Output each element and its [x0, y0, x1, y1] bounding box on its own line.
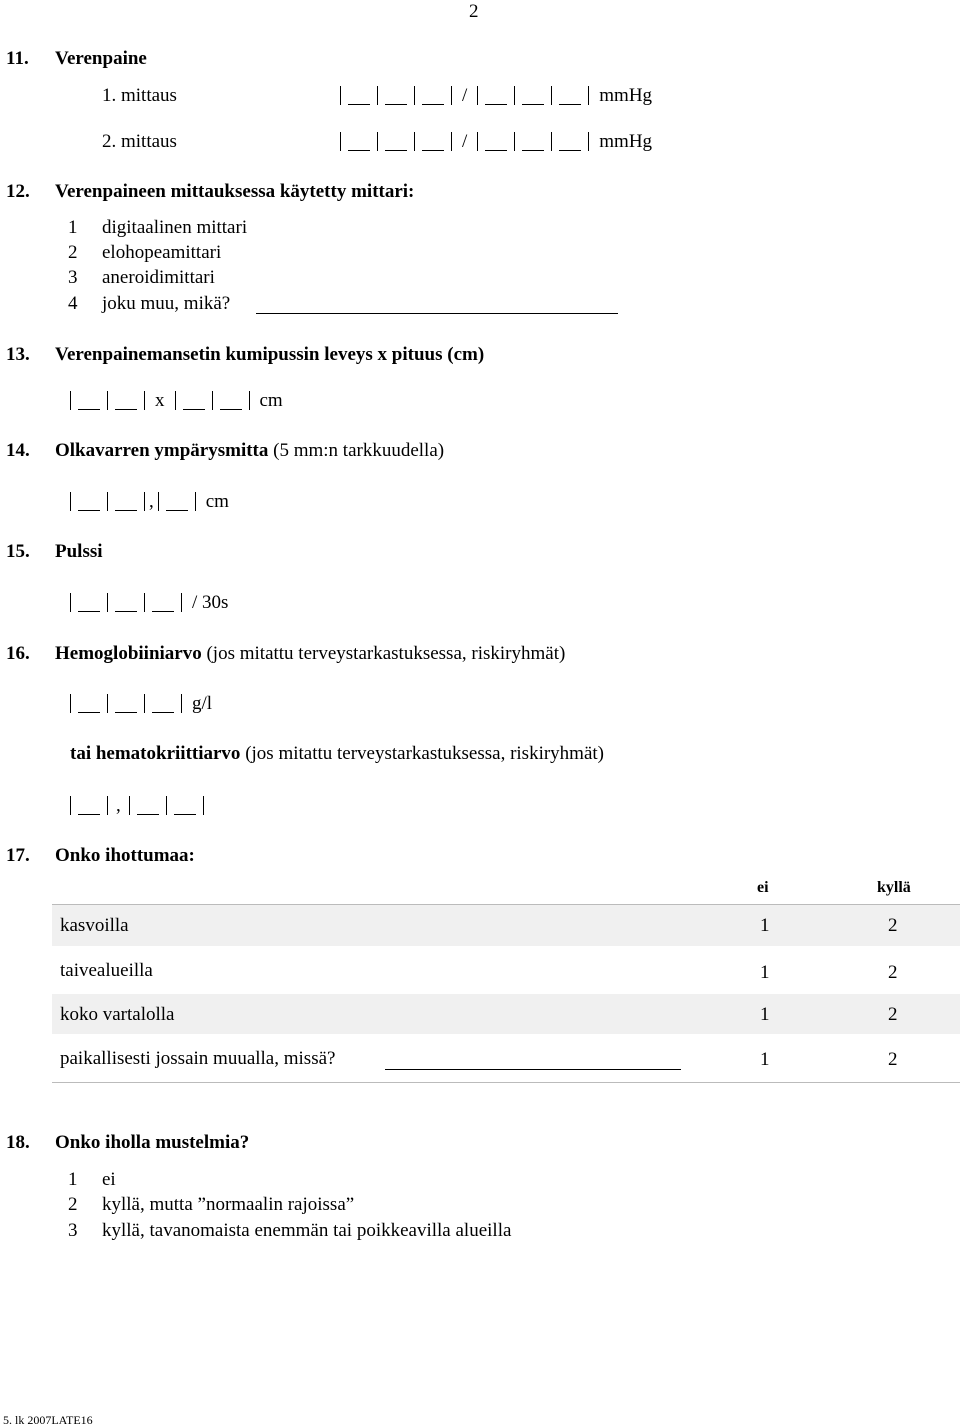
q12-option-text[interactable]: joku muu, mikä? [102, 293, 231, 314]
q17-row-shade [52, 905, 960, 946]
q17-row-kylla[interactable]: 2 [888, 915, 898, 936]
q16-title-line [55, 644, 565, 663]
q13-number: 13. [6, 344, 30, 365]
q12-option-code: 4 [68, 293, 78, 314]
q15-number: 15. [6, 541, 30, 562]
q14-title: Olkavarren ympärysmitta [55, 440, 269, 461]
q14-input[interactable] [70, 492, 239, 511]
q16-number: 16. [6, 643, 30, 664]
q17-col-ei: ei [757, 879, 769, 896]
q12-title: Verenpaineen mittauksessa käytetty mittari: [55, 181, 415, 202]
q17-row-ei[interactable]: 1 [760, 1004, 770, 1025]
q12-option-text[interactable]: digitaalinen mittari [102, 217, 248, 238]
q12-option-text[interactable]: elohopeamittari [102, 242, 222, 263]
q11-m2-input[interactable] [340, 132, 662, 151]
q12-option-text[interactable]: aneroidimittari [102, 267, 215, 288]
q17-row-ei[interactable]: 1 [760, 1049, 770, 1070]
q17-number: 17. [6, 845, 30, 866]
q15-title: Pulssi [55, 541, 103, 562]
q14-comma: , [149, 491, 154, 512]
q15-unit: / 30s [192, 592, 229, 613]
q15-input[interactable] [70, 593, 238, 612]
q18-option-text[interactable]: kyllä, tavanomaista enemmän tai poikkeavilla alueilla [102, 1220, 512, 1241]
q17-row-kylla[interactable]: 2 [888, 962, 898, 983]
q13-title: Verenpainemansetin kumipussin leveys x pituus (cm) [55, 344, 485, 365]
q17-title: Onko ihottumaa: [55, 845, 195, 866]
q16-hct-comma: , [116, 795, 121, 816]
footer-code: 5. lk 2007LATE16 [3, 1413, 93, 1427]
q16-hb-unit: g/l [192, 693, 213, 714]
q17-row-kylla[interactable]: 2 [888, 1004, 898, 1025]
q11-m1-unit: mmHg [599, 85, 653, 106]
q17-other-location-input[interactable] [385, 1069, 681, 1070]
q17-row-label: paikallisesti jossain muualla, missä? [60, 1048, 336, 1069]
q17-table-bottom-rule [52, 1082, 960, 1083]
q12-option-code: 2 [68, 242, 78, 263]
q14-number: 14. [6, 440, 30, 461]
q16-hct-input[interactable] [70, 796, 204, 815]
q11-title: Verenpaine [55, 48, 147, 69]
q11-m2-slash: / [462, 131, 468, 152]
q17-row-ei[interactable]: 1 [760, 962, 770, 983]
q18-option-text[interactable]: kyllä, mutta ”normaalin rajoissa” [102, 1194, 355, 1215]
q18-option-text[interactable]: ei [102, 1169, 116, 1190]
q17-col-kylla: kyllä [877, 879, 911, 896]
q11-m1-input[interactable] [340, 86, 662, 105]
q17-row-kylla[interactable]: 2 [888, 1049, 898, 1070]
q18-option-code: 1 [68, 1169, 78, 1190]
q12-number: 12. [6, 181, 30, 202]
q13-unit: cm [259, 390, 283, 411]
q16-title: Hemoglobiiniarvo [55, 643, 202, 664]
q16-alt-note: (jos mitattu terveystarkastuksessa, riskiryhmät) [245, 743, 604, 764]
q12-option-code: 1 [68, 217, 78, 238]
q13-input[interactable] [70, 391, 293, 410]
q17-row-ei[interactable]: 1 [760, 915, 770, 936]
page-number: 2 [469, 1, 479, 22]
q12-option-code: 3 [68, 267, 78, 288]
q18-number: 18. [6, 1132, 30, 1153]
q11-m2-label: 2. mittaus [102, 131, 177, 152]
q16-hb-input[interactable] [70, 694, 222, 713]
q11-m2-unit: mmHg [599, 131, 653, 152]
q12-other-input[interactable] [256, 313, 618, 314]
q13-x: x [155, 390, 165, 411]
q16-alt-line [70, 744, 604, 763]
q17-row-label: koko vartalolla [60, 1004, 175, 1025]
q14-unit: cm [205, 491, 229, 512]
q18-title: Onko iholla mustelmia? [55, 1132, 250, 1153]
q11-m1-label: 1. mittaus [102, 85, 177, 106]
q17-row-shade [52, 994, 960, 1034]
q18-option-code: 2 [68, 1194, 78, 1215]
q16-alt-title: tai hematokriittiarvo [70, 743, 241, 764]
q14-title-line [55, 441, 444, 460]
q11-m1-slash: / [462, 85, 468, 106]
q17-row-label: taivealueilla [60, 960, 153, 981]
q14-note: (5 mm:n tarkkuudella) [273, 440, 445, 461]
q16-note: (jos mitattu terveystarkastuksessa, riskiryhmät) [206, 643, 566, 664]
q18-option-code: 3 [68, 1220, 78, 1241]
q11-number: 11. [6, 48, 29, 69]
q17-row-label: kasvoilla [60, 915, 129, 936]
